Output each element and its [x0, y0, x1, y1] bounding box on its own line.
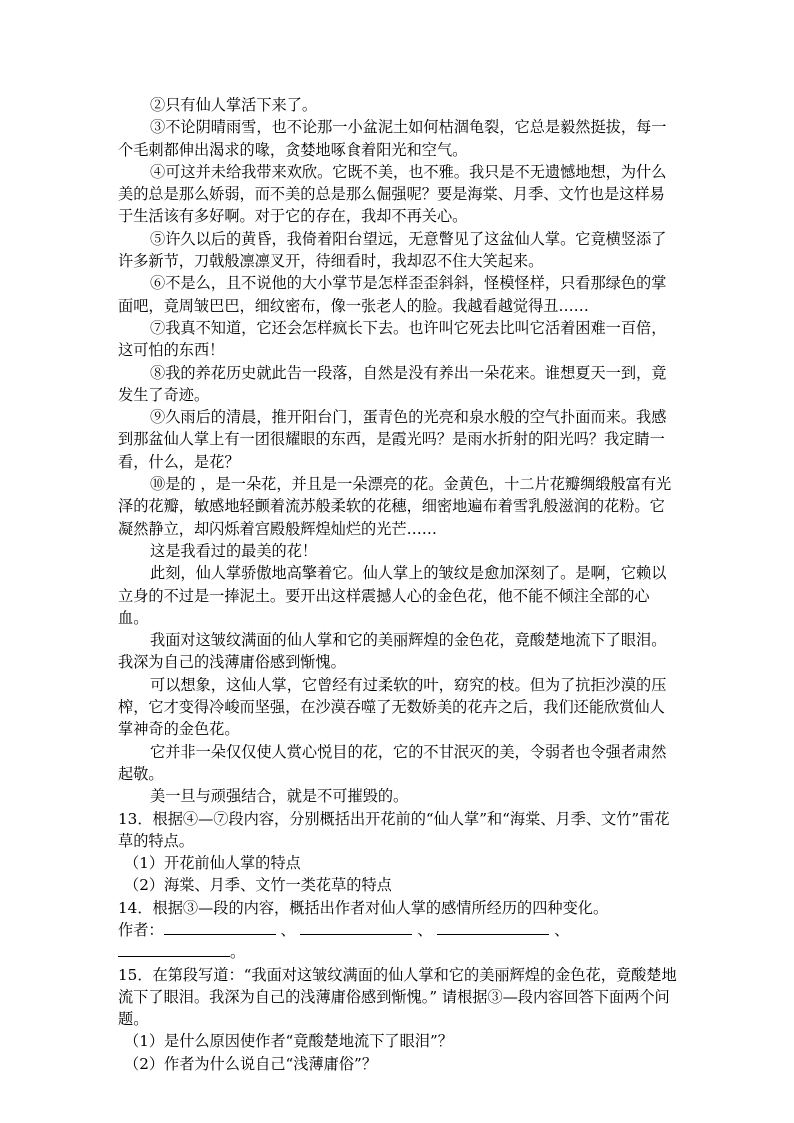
paragraph-7: ⑦我真不知道，它还会怎样疯长下去。也许叫它死去比叫它活着困难一百倍，这可怕的东西！	[118, 318, 667, 360]
paragraph-5: ⑤许久以后的黄昏，我倚着阳台望远，无意瞥见了这盆仙人掌。它竟横竖添了许多新节，刀戟般凛凛叉开，待细看时，我却忍不住大笑起来。	[118, 229, 667, 271]
answer-blank-3[interactable]	[437, 920, 549, 935]
answer-separator: 、	[554, 920, 570, 939]
paragraph-2: ②只有仙人掌活下来了。	[150, 96, 318, 114]
question-15-sub-2: （2）作者为什么说自己“浅薄庸俗”？	[124, 1054, 378, 1073]
paragraph-14: 可以想象，这仙人掌，它曾经有过柔软的叶，窈究的枝。但为了抗拒沙漠的压榨，它才变得冷峻而坚强，在沙漠吞噬了无数娇美的花卉之后，我们还能欣赏仙人掌神奇的金色花。	[118, 675, 667, 739]
document-content	[118, 94, 678, 1075]
paragraph-11: 这是我看过的最美的花！	[150, 541, 318, 560]
paragraph-8: ⑧我的养花历史就此告一段落，自然是没有养出一朵花来。谁想夏天一到，竟发生了奇迹。	[118, 363, 667, 404]
paragraph-16: 美一旦与顽强结合，就是不可摧毁的。	[150, 787, 409, 806]
answer-label: 作者：	[118, 920, 164, 939]
question-13-sub-2: （2）海棠、月季、文竹一类花草的特点	[124, 876, 392, 895]
paragraph-13: 我面对这皱纹满面的仙人掌和它的美丽辉煌的金色花，竟酸楚地流下了眼泪。我深为自己的浅薄庸俗感到惭愧。	[118, 631, 667, 672]
paragraph-4: ④可这并未给我带来欢欣。它既不美，也不雅。我只是不无遗憾地想，为什么美的总是那么娇弱，而不美的总是那么倔强呢？要是海棠、月季、文竹也是这样易于生活该有多好啊。对于它的存在，我却不再关心。	[118, 162, 667, 226]
question-14-answer-line	[118, 919, 678, 941]
answer-blank-4[interactable]	[118, 942, 230, 957]
question-15-sub-1: （1）是什么原因使作者“竟酸楚地流下了眼泪”？	[124, 1032, 453, 1051]
paragraph-9: ⑨久雨后的清晨，推开阳台门，蛋青色的光亮和泉水般的空气扑面而来。我感到那盆仙人掌上有一团很耀眼的东西，是霞光吗？是雨水折射的阳光吗？我定睛一看，什么，是花？	[118, 408, 667, 471]
paragraph-3: ③不论阴晴雨雪，也不论那一小盆泥土如何枯涸龟裂，它总是毅然挺拔，每一个毛刺都伸出渴求的喙，贪婪地啄食着阳光和空气。	[118, 118, 667, 159]
question-14-answer-line-2	[118, 941, 678, 963]
answer-blank-1[interactable]	[164, 920, 276, 935]
answer-separator: 、	[280, 920, 296, 939]
paragraph-12: 此刻，仙人掌骄傲地高擎着它。仙人掌上的皱纹是愈加深刻了。是啊，它赖以立身的不过是一捧泥土。要开出这样震撼人心的金色花，他不能不倾注全部的心血。	[118, 564, 667, 627]
paragraph-6: ⑥不是么，且不说他的大小掌节是怎样歪歪斜斜，怪模怪样，只看那绿色的掌面吧，竟周皱巴巴，细纹密布，像一张老人的脸。我越看越觉得丑……	[118, 274, 667, 315]
question-13-stem: 13．根据④—⑦段内容，分别概括出开花前的“仙人掌”和“海棠、月季、文竹”雷花草的特点。	[118, 809, 670, 850]
answer-blank-2[interactable]	[300, 920, 412, 935]
question-15-stem: 15．在第段写道：“我面对这皱纹满面的仙人掌和它的美丽辉煌的金色花，竟酸楚地流下了眼泪。我深为自己的浅薄庸俗感到惭愧。” 请根据③—段内容回答下面两个问题。	[118, 965, 677, 1029]
question-14-stem: 14．根据③—段的内容，概括出作者对仙人掌的感情所经历的四种变化。	[118, 898, 609, 917]
answer-end: 。	[230, 943, 246, 962]
question-13-sub-1: （1）开花前仙人掌的特点	[124, 854, 301, 873]
answer-separator: 、	[417, 920, 433, 939]
paragraph-15: 它并非一朵仅仅使人赏心悦目的花，它的不甘泯灭的美，令弱者也令强者肃然起敬。	[118, 742, 667, 783]
paragraph-10: ⑩是的 ，是一朵花，并且是一朵漂亮的花。金黄色，十二片花瓣绸缎般富有光泽的花瓣，敏感地轻颤着流苏般柔软的花穗，细密地遍布着雪乳般滋润的花粉。它凝然静立，却闪烁着宫殿般辉煌灿烂的光芒……	[118, 475, 672, 538]
